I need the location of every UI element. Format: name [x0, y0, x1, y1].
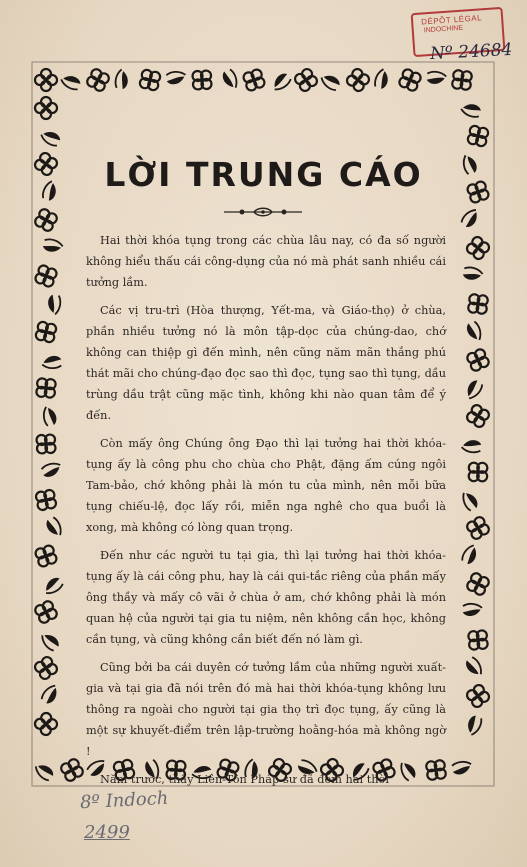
border-flower	[463, 289, 494, 320]
border-flower	[466, 684, 491, 709]
border-flower	[462, 456, 493, 487]
border-leaf	[60, 71, 83, 93]
border-leaf	[466, 321, 481, 342]
border-leaf	[463, 713, 485, 736]
border-flower	[464, 346, 492, 374]
border-flower	[31, 541, 60, 570]
border-flower	[32, 206, 59, 233]
border-top	[35, 64, 477, 95]
border-flower	[58, 756, 85, 783]
border-flower	[293, 67, 318, 92]
border-flower	[32, 598, 60, 626]
border-right	[459, 100, 493, 736]
paragraph: Còn mấy ông Chúng ông Đạo thì lại tưởng hai thời khóa-tụng ấy là công phu cho chùa cho Phật, đặng ấm cúng ngôi Tam-bảo, chớ không phải là món tu của mình, nên mỗi bữa tụng chiếu-lệ, đọc lấy rồi, miễn nga nghê cho qua buổi là xong, mà không có lòng quan trọng.	[86, 437, 446, 534]
border-leaf	[461, 437, 483, 455]
border-flower	[465, 515, 492, 542]
border-flower	[346, 68, 370, 92]
border-flower	[35, 69, 57, 91]
paragraph: Năm trước, thầy Liên-Tôn Pháp-sư đã đem hai thời	[100, 773, 389, 786]
border-leaf	[320, 70, 342, 93]
border-leaf	[41, 236, 64, 256]
border-flower	[35, 97, 57, 119]
page-title: LỜI TRUNG CÁO	[104, 155, 423, 194]
border-flower	[31, 485, 62, 516]
border-leaf	[452, 762, 471, 775]
border-flower	[463, 121, 493, 151]
border-leaf	[222, 69, 238, 90]
catalog-number: Nº 24684	[429, 39, 513, 65]
pencil-annotation: 8º Indoch	[79, 787, 169, 814]
border-leaf	[270, 71, 293, 91]
border-flower	[84, 66, 111, 93]
border-flower	[35, 713, 58, 736]
pencil-annotation-number: 2499	[84, 822, 130, 843]
border-leaf	[113, 69, 132, 91]
border-leaf	[425, 70, 447, 87]
border-leaf	[459, 208, 482, 229]
border-flower	[31, 373, 62, 404]
border-flower	[186, 64, 217, 95]
border-flower	[466, 236, 490, 260]
border-flower	[33, 655, 58, 680]
border-leaf	[462, 490, 479, 512]
border-leaf	[372, 68, 393, 91]
border-leaf	[460, 100, 483, 120]
border-leaf	[166, 71, 186, 85]
border-flower	[396, 66, 425, 95]
border-leaf	[39, 684, 62, 706]
title-ornament	[222, 206, 304, 218]
border-flower	[447, 65, 478, 96]
border-leaf	[462, 378, 485, 400]
border-flower	[30, 428, 61, 459]
border-flower	[31, 317, 61, 347]
border-flower	[464, 570, 492, 598]
border-leaf	[41, 463, 61, 478]
stamp-line-1: DÉPÔT LÉGAL	[420, 13, 483, 27]
border-leaf	[461, 602, 482, 618]
border-leaf	[44, 407, 57, 426]
stamp-line-2: INDOCHINE	[423, 24, 464, 35]
border-leaf	[40, 630, 61, 653]
border-leaf	[461, 265, 483, 284]
border-flower	[31, 261, 60, 290]
body-text	[86, 230, 446, 797]
paragraph: Đến như các người tu tại gia, thì lại tưởng hai thời khóa-tụng ấy là cái công phu, hay là cái qui-tắc riêng của phần mấy ông thầy và mấy cô vãi ở chùa ở am, chớ không phải là món quan hệ của người tại gia tu niệm, nên không cần học, không cần tụng, và cũng không cần biết đến nó làm gì.	[86, 549, 446, 646]
border-leaf	[42, 354, 63, 369]
paragraph: Cũng bởi ba cái duyên cớ tưởng lầm của những người xuất-gia và tại gia đã nói trên đó mà hai thời khóa-tụng không lưu thông ra ngoài cho người tại gia thọ trì đọc tụng, ấy cũng là một sự khuyết-điểm trên lập-trường hoằng-hóa mà không ngờ !	[86, 661, 446, 758]
border-leaf	[40, 127, 63, 149]
border-flower	[465, 403, 491, 429]
border-leaf	[464, 656, 483, 678]
border-leaf	[42, 576, 64, 595]
border-leaf	[45, 293, 63, 315]
border-leaf	[34, 760, 56, 783]
paragraph: Hai thời khóa tụng trong các chùa lâu nay, có đa số người không hiểu thấu cái công-dụng của nó mà phát sanh nhiều cái tưởng lầm.	[86, 234, 446, 289]
border-flower	[463, 625, 494, 656]
border-flower	[239, 65, 268, 94]
border-leaf	[45, 516, 62, 538]
border-leaf	[459, 544, 481, 567]
paragraph: Các vị tru-trì (Hòa thượng, Yết-ma, và Giáo-thọ) ở chùa, phần nhiều tưởng nó là môn tập-dọc của chúng-dao, chớ không can thiệp gì đến mình, nên cũng năm mãn thắng phú thát mãi cho chúng-đạo đọc sao thì đọc, tụng sao thì tụng, dầu trùng dầu trật cũng mặc tình, không khi nào quan tâm để ý đến.	[86, 304, 446, 422]
border-flower	[135, 65, 165, 95]
